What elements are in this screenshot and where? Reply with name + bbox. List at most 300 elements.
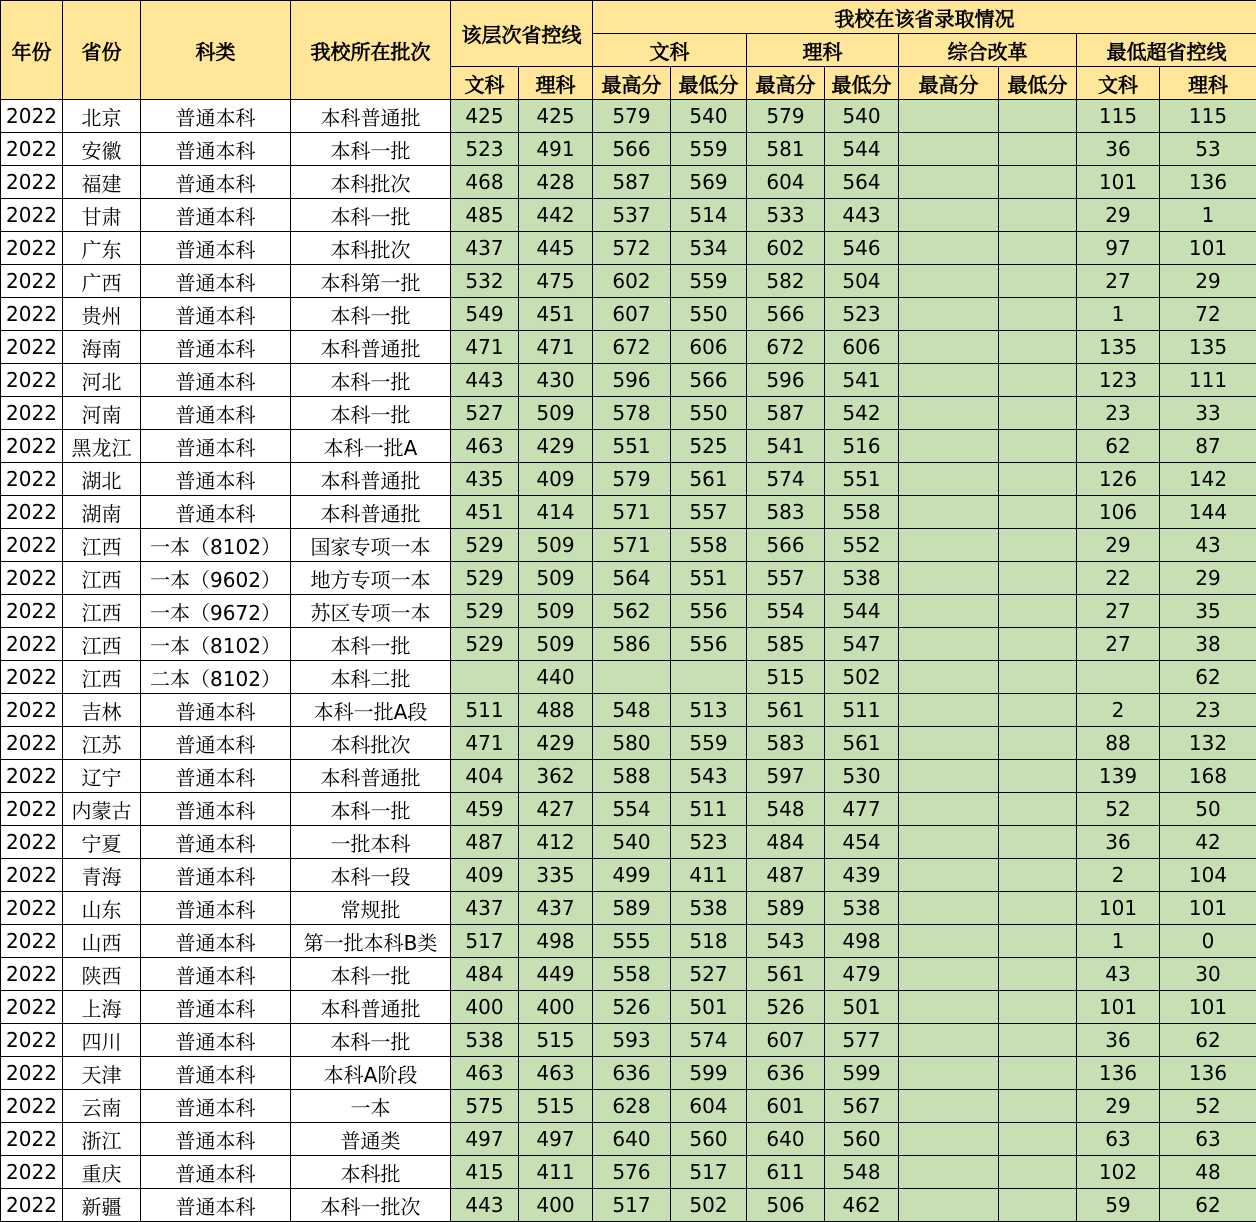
cell-min-over-liberal: 29 bbox=[1077, 1090, 1160, 1123]
cell-liberal-highest: 636 bbox=[593, 1057, 671, 1090]
cell-liberal-lowest: 560 bbox=[671, 1123, 747, 1156]
cell-science-lowest: 567 bbox=[825, 1090, 899, 1123]
cell-science-lowest: 547 bbox=[825, 628, 899, 661]
cell-province: 山东 bbox=[63, 892, 141, 925]
cell-science-highest: 607 bbox=[747, 1024, 825, 1057]
cell-control-science: 509 bbox=[519, 628, 593, 661]
cell-control-liberal: 437 bbox=[451, 892, 519, 925]
cell-min-over-liberal: 1 bbox=[1077, 925, 1160, 958]
cell-control-science: 428 bbox=[519, 166, 593, 199]
cell-reform-lowest bbox=[999, 991, 1077, 1024]
cell-category: 普通本科 bbox=[141, 331, 291, 364]
cell-province: 河北 bbox=[63, 364, 141, 397]
table-row bbox=[1, 1189, 1256, 1222]
cell-control-liberal: 529 bbox=[451, 595, 519, 628]
cell-control-liberal: 485 bbox=[451, 199, 519, 232]
cell-min-over-liberal: 27 bbox=[1077, 265, 1160, 298]
cell-liberal-lowest: 559 bbox=[671, 133, 747, 166]
cell-province: 新疆 bbox=[63, 1189, 141, 1222]
cell-reform-highest bbox=[899, 397, 999, 430]
cell-liberal-lowest: 559 bbox=[671, 265, 747, 298]
cell-min-over-liberal: 102 bbox=[1077, 1156, 1160, 1189]
cell-min-over-science: 62 bbox=[1160, 661, 1256, 694]
cell-min-over-science: 43 bbox=[1160, 529, 1256, 562]
cell-min-over-science: 87 bbox=[1160, 430, 1256, 463]
cell-liberal-lowest: 518 bbox=[671, 925, 747, 958]
cell-batch: 本科批次 bbox=[291, 727, 451, 760]
table-row bbox=[1, 298, 1256, 331]
table-row bbox=[1, 331, 1256, 364]
header-min-over-liberal: 文科 bbox=[1077, 67, 1160, 100]
cell-reform-highest bbox=[899, 133, 999, 166]
cell-reform-lowest bbox=[999, 430, 1077, 463]
table-row bbox=[1, 133, 1256, 166]
cell-science-lowest: 560 bbox=[825, 1123, 899, 1156]
cell-min-over-science: 50 bbox=[1160, 793, 1256, 826]
cell-min-over-liberal bbox=[1077, 661, 1160, 694]
cell-reform-highest bbox=[899, 232, 999, 265]
cell-liberal-lowest: 550 bbox=[671, 298, 747, 331]
cell-province: 吉林 bbox=[63, 694, 141, 727]
cell-reform-highest bbox=[899, 595, 999, 628]
header-year: 年份 bbox=[1, 1, 63, 100]
table-row bbox=[1, 166, 1256, 199]
header-admission: 我校在该省录取情况 bbox=[593, 1, 1256, 34]
cell-reform-highest bbox=[899, 496, 999, 529]
cell-min-over-science: 35 bbox=[1160, 595, 1256, 628]
cell-batch: 一本 bbox=[291, 1090, 451, 1123]
cell-category: 普通本科 bbox=[141, 1057, 291, 1090]
header-min-over-science: 理科 bbox=[1160, 67, 1256, 100]
header-liberal-lowest: 最低分 bbox=[671, 67, 747, 100]
cell-control-science: 509 bbox=[519, 397, 593, 430]
cell-batch: 本科普通批 bbox=[291, 331, 451, 364]
cell-science-highest: 579 bbox=[747, 100, 825, 133]
cell-liberal-lowest: 517 bbox=[671, 1156, 747, 1189]
cell-category: 普通本科 bbox=[141, 727, 291, 760]
cell-liberal-lowest: 523 bbox=[671, 826, 747, 859]
cell-control-science: 475 bbox=[519, 265, 593, 298]
cell-category: 一本（8102） bbox=[141, 628, 291, 661]
cell-liberal-lowest: 556 bbox=[671, 595, 747, 628]
cell-reform-lowest bbox=[999, 628, 1077, 661]
cell-control-science: 451 bbox=[519, 298, 593, 331]
cell-year: 2022 bbox=[1, 166, 63, 199]
cell-liberal-lowest: 511 bbox=[671, 793, 747, 826]
cell-science-lowest: 606 bbox=[825, 331, 899, 364]
cell-control-liberal: 523 bbox=[451, 133, 519, 166]
cell-province: 辽宁 bbox=[63, 760, 141, 793]
cell-min-over-science: 135 bbox=[1160, 331, 1256, 364]
cell-min-over-science: 142 bbox=[1160, 463, 1256, 496]
cell-control-liberal: 468 bbox=[451, 166, 519, 199]
cell-control-liberal: 463 bbox=[451, 430, 519, 463]
header-province: 省份 bbox=[63, 1, 141, 100]
cell-reform-highest bbox=[899, 826, 999, 859]
cell-year: 2022 bbox=[1, 397, 63, 430]
cell-science-highest: 557 bbox=[747, 562, 825, 595]
cell-control-science: 427 bbox=[519, 793, 593, 826]
cell-science-highest: 601 bbox=[747, 1090, 825, 1123]
cell-control-science: 515 bbox=[519, 1090, 593, 1123]
cell-province: 山西 bbox=[63, 925, 141, 958]
cell-min-over-science: 29 bbox=[1160, 265, 1256, 298]
cell-min-over-science: 52 bbox=[1160, 1090, 1256, 1123]
cell-control-liberal: 404 bbox=[451, 760, 519, 793]
cell-liberal-highest: 554 bbox=[593, 793, 671, 826]
cell-liberal-lowest: 411 bbox=[671, 859, 747, 892]
cell-reform-highest bbox=[899, 925, 999, 958]
table-row bbox=[1, 199, 1256, 232]
cell-category: 普通本科 bbox=[141, 100, 291, 133]
table-row bbox=[1, 1123, 1256, 1156]
cell-min-over-science: 111 bbox=[1160, 364, 1256, 397]
cell-science-highest: 672 bbox=[747, 331, 825, 364]
cell-year: 2022 bbox=[1, 331, 63, 364]
cell-min-over-science: 101 bbox=[1160, 892, 1256, 925]
cell-control-science: 400 bbox=[519, 1189, 593, 1222]
cell-reform-highest bbox=[899, 1123, 999, 1156]
cell-liberal-lowest: 569 bbox=[671, 166, 747, 199]
cell-category: 普通本科 bbox=[141, 430, 291, 463]
cell-science-lowest: 544 bbox=[825, 133, 899, 166]
cell-category: 普通本科 bbox=[141, 199, 291, 232]
cell-control-science: 442 bbox=[519, 199, 593, 232]
cell-min-over-science: 63 bbox=[1160, 1123, 1256, 1156]
header-control-liberal: 文科 bbox=[451, 67, 519, 100]
cell-reform-highest bbox=[899, 562, 999, 595]
cell-year: 2022 bbox=[1, 595, 63, 628]
cell-science-highest: 585 bbox=[747, 628, 825, 661]
cell-science-highest: 561 bbox=[747, 958, 825, 991]
cell-batch: 第一批本科B类 bbox=[291, 925, 451, 958]
cell-liberal-highest: 586 bbox=[593, 628, 671, 661]
cell-year: 2022 bbox=[1, 298, 63, 331]
table-row bbox=[1, 859, 1256, 892]
cell-province: 江苏 bbox=[63, 727, 141, 760]
cell-reform-highest bbox=[899, 958, 999, 991]
cell-control-liberal: 575 bbox=[451, 1090, 519, 1123]
cell-min-over-science: 23 bbox=[1160, 694, 1256, 727]
cell-liberal-highest: 571 bbox=[593, 496, 671, 529]
cell-min-over-science: 42 bbox=[1160, 826, 1256, 859]
table-row bbox=[1, 793, 1256, 826]
cell-year: 2022 bbox=[1, 1189, 63, 1222]
table-row bbox=[1, 430, 1256, 463]
table-row bbox=[1, 661, 1256, 694]
cell-reform-lowest bbox=[999, 595, 1077, 628]
cell-batch: 本科普通批 bbox=[291, 496, 451, 529]
cell-science-highest: 589 bbox=[747, 892, 825, 925]
header-category: 科类 bbox=[141, 1, 291, 100]
cell-reform-lowest bbox=[999, 661, 1077, 694]
cell-science-highest: 566 bbox=[747, 298, 825, 331]
cell-liberal-lowest: 599 bbox=[671, 1057, 747, 1090]
cell-control-science: 429 bbox=[519, 727, 593, 760]
cell-control-science: 509 bbox=[519, 529, 593, 562]
cell-control-liberal: 511 bbox=[451, 694, 519, 727]
cell-min-over-liberal: 126 bbox=[1077, 463, 1160, 496]
cell-category: 普通本科 bbox=[141, 232, 291, 265]
cell-province: 青海 bbox=[63, 859, 141, 892]
cell-liberal-highest: 571 bbox=[593, 529, 671, 562]
cell-category: 普通本科 bbox=[141, 397, 291, 430]
cell-category: 一本（9672） bbox=[141, 595, 291, 628]
cell-batch: 本科一批 bbox=[291, 199, 451, 232]
cell-liberal-highest: 564 bbox=[593, 562, 671, 595]
cell-category: 普通本科 bbox=[141, 826, 291, 859]
cell-reform-highest bbox=[899, 298, 999, 331]
header-batch: 我校所在批次 bbox=[291, 1, 451, 100]
cell-min-over-science: 38 bbox=[1160, 628, 1256, 661]
cell-control-liberal: 463 bbox=[451, 1057, 519, 1090]
cell-control-liberal: 484 bbox=[451, 958, 519, 991]
cell-control-liberal: 497 bbox=[451, 1123, 519, 1156]
cell-science-highest: 583 bbox=[747, 727, 825, 760]
cell-reform-highest bbox=[899, 991, 999, 1024]
cell-min-over-science: 62 bbox=[1160, 1189, 1256, 1222]
cell-reform-lowest bbox=[999, 826, 1077, 859]
cell-reform-lowest bbox=[999, 100, 1077, 133]
cell-control-liberal: 532 bbox=[451, 265, 519, 298]
cell-science-lowest: 439 bbox=[825, 859, 899, 892]
cell-control-science: 515 bbox=[519, 1024, 593, 1057]
cell-min-over-science: 101 bbox=[1160, 232, 1256, 265]
cell-reform-lowest bbox=[999, 859, 1077, 892]
cell-year: 2022 bbox=[1, 859, 63, 892]
cell-liberal-lowest: 551 bbox=[671, 562, 747, 595]
cell-year: 2022 bbox=[1, 430, 63, 463]
cell-min-over-science: 72 bbox=[1160, 298, 1256, 331]
cell-reform-highest bbox=[899, 463, 999, 496]
cell-year: 2022 bbox=[1, 958, 63, 991]
cell-reform-lowest bbox=[999, 1123, 1077, 1156]
cell-reform-highest bbox=[899, 265, 999, 298]
cell-liberal-highest: 593 bbox=[593, 1024, 671, 1057]
cell-min-over-liberal: 2 bbox=[1077, 859, 1160, 892]
cell-science-lowest: 454 bbox=[825, 826, 899, 859]
cell-category: 普通本科 bbox=[141, 793, 291, 826]
cell-liberal-highest: 572 bbox=[593, 232, 671, 265]
cell-province: 江西 bbox=[63, 562, 141, 595]
cell-liberal-lowest: 550 bbox=[671, 397, 747, 430]
cell-science-highest: 566 bbox=[747, 529, 825, 562]
cell-batch: 本科二批 bbox=[291, 661, 451, 694]
cell-year: 2022 bbox=[1, 628, 63, 661]
cell-min-over-liberal: 23 bbox=[1077, 397, 1160, 430]
cell-liberal-highest: 580 bbox=[593, 727, 671, 760]
cell-science-lowest: 443 bbox=[825, 199, 899, 232]
cell-year: 2022 bbox=[1, 925, 63, 958]
cell-reform-lowest bbox=[999, 133, 1077, 166]
cell-control-liberal: 538 bbox=[451, 1024, 519, 1057]
cell-reform-lowest bbox=[999, 793, 1077, 826]
cell-control-liberal: 527 bbox=[451, 397, 519, 430]
cell-liberal-highest: 640 bbox=[593, 1123, 671, 1156]
cell-reform-highest bbox=[899, 1189, 999, 1222]
cell-min-over-science: 33 bbox=[1160, 397, 1256, 430]
cell-province: 宁夏 bbox=[63, 826, 141, 859]
cell-control-liberal: 471 bbox=[451, 331, 519, 364]
cell-liberal-highest: 607 bbox=[593, 298, 671, 331]
cell-liberal-lowest: 557 bbox=[671, 496, 747, 529]
cell-year: 2022 bbox=[1, 991, 63, 1024]
cell-science-lowest: 551 bbox=[825, 463, 899, 496]
cell-science-highest: 515 bbox=[747, 661, 825, 694]
cell-province: 江西 bbox=[63, 661, 141, 694]
cell-category: 普通本科 bbox=[141, 760, 291, 793]
table-row bbox=[1, 1156, 1256, 1189]
cell-year: 2022 bbox=[1, 100, 63, 133]
cell-min-over-science: 115 bbox=[1160, 100, 1256, 133]
cell-province: 福建 bbox=[63, 166, 141, 199]
table-row bbox=[1, 562, 1256, 595]
cell-control-liberal: 451 bbox=[451, 496, 519, 529]
table-row bbox=[1, 760, 1256, 793]
cell-category: 普通本科 bbox=[141, 892, 291, 925]
cell-min-over-science: 30 bbox=[1160, 958, 1256, 991]
cell-control-science: 497 bbox=[519, 1123, 593, 1156]
cell-province: 湖南 bbox=[63, 496, 141, 529]
cell-year: 2022 bbox=[1, 694, 63, 727]
cell-min-over-liberal: 63 bbox=[1077, 1123, 1160, 1156]
table-row bbox=[1, 595, 1256, 628]
table-row bbox=[1, 925, 1256, 958]
cell-year: 2022 bbox=[1, 661, 63, 694]
cell-min-over-liberal: 43 bbox=[1077, 958, 1160, 991]
cell-liberal-lowest: 556 bbox=[671, 628, 747, 661]
cell-min-over-liberal: 36 bbox=[1077, 1024, 1160, 1057]
cell-province: 云南 bbox=[63, 1090, 141, 1123]
cell-category: 普通本科 bbox=[141, 463, 291, 496]
cell-liberal-highest: 540 bbox=[593, 826, 671, 859]
cell-reform-highest bbox=[899, 760, 999, 793]
cell-science-lowest: 502 bbox=[825, 661, 899, 694]
cell-liberal-lowest: 534 bbox=[671, 232, 747, 265]
cell-batch: 本科普通批 bbox=[291, 100, 451, 133]
cell-reform-lowest bbox=[999, 232, 1077, 265]
cell-science-lowest: 599 bbox=[825, 1057, 899, 1090]
cell-control-liberal: 549 bbox=[451, 298, 519, 331]
cell-min-over-science: 136 bbox=[1160, 166, 1256, 199]
cell-category: 普通本科 bbox=[141, 958, 291, 991]
cell-control-science: 463 bbox=[519, 1057, 593, 1090]
cell-batch: 本科第一批 bbox=[291, 265, 451, 298]
cell-control-science: 440 bbox=[519, 661, 593, 694]
cell-province: 甘肃 bbox=[63, 199, 141, 232]
cell-science-lowest: 498 bbox=[825, 925, 899, 958]
cell-control-liberal: 517 bbox=[451, 925, 519, 958]
header-admission-science: 理科 bbox=[747, 34, 899, 67]
cell-reform-highest bbox=[899, 166, 999, 199]
cell-liberal-highest: 588 bbox=[593, 760, 671, 793]
cell-control-science: 449 bbox=[519, 958, 593, 991]
cell-liberal-lowest: 527 bbox=[671, 958, 747, 991]
cell-reform-highest bbox=[899, 364, 999, 397]
cell-science-lowest: 561 bbox=[825, 727, 899, 760]
cell-science-highest: 506 bbox=[747, 1189, 825, 1222]
cell-reform-lowest bbox=[999, 958, 1077, 991]
cell-category: 普通本科 bbox=[141, 991, 291, 1024]
cell-science-lowest: 540 bbox=[825, 100, 899, 133]
cell-control-science: 498 bbox=[519, 925, 593, 958]
cell-control-liberal: 529 bbox=[451, 529, 519, 562]
table-row bbox=[1, 1057, 1256, 1090]
cell-control-science: 400 bbox=[519, 991, 593, 1024]
cell-min-over-science: 144 bbox=[1160, 496, 1256, 529]
cell-category: 普通本科 bbox=[141, 496, 291, 529]
cell-liberal-highest: 551 bbox=[593, 430, 671, 463]
header-science-lowest: 最低分 bbox=[825, 67, 899, 100]
cell-batch: 本科一批 bbox=[291, 793, 451, 826]
cell-liberal-highest: 672 bbox=[593, 331, 671, 364]
cell-science-lowest: 523 bbox=[825, 298, 899, 331]
cell-control-liberal: 487 bbox=[451, 826, 519, 859]
cell-reform-highest bbox=[899, 199, 999, 232]
cell-year: 2022 bbox=[1, 793, 63, 826]
cell-min-over-science: 62 bbox=[1160, 1024, 1256, 1057]
cell-science-highest: 581 bbox=[747, 133, 825, 166]
cell-batch: 地方专项一本 bbox=[291, 562, 451, 595]
cell-min-over-liberal: 27 bbox=[1077, 595, 1160, 628]
cell-category: 普通本科 bbox=[141, 859, 291, 892]
table-row bbox=[1, 265, 1256, 298]
cell-liberal-highest: 576 bbox=[593, 1156, 671, 1189]
cell-science-highest: 487 bbox=[747, 859, 825, 892]
cell-science-lowest: 538 bbox=[825, 562, 899, 595]
cell-science-highest: 533 bbox=[747, 199, 825, 232]
cell-batch: 苏区专项一本 bbox=[291, 595, 451, 628]
cell-province: 广东 bbox=[63, 232, 141, 265]
cell-science-highest: 526 bbox=[747, 991, 825, 1024]
cell-control-liberal: 400 bbox=[451, 991, 519, 1024]
cell-liberal-highest: 548 bbox=[593, 694, 671, 727]
cell-batch: 普通类 bbox=[291, 1123, 451, 1156]
cell-reform-lowest bbox=[999, 463, 1077, 496]
cell-science-lowest: 544 bbox=[825, 595, 899, 628]
cell-category: 普通本科 bbox=[141, 1024, 291, 1057]
table-row bbox=[1, 958, 1256, 991]
cell-science-highest: 574 bbox=[747, 463, 825, 496]
cell-control-liberal: 443 bbox=[451, 364, 519, 397]
table-row bbox=[1, 991, 1256, 1024]
cell-reform-lowest bbox=[999, 694, 1077, 727]
cell-liberal-highest: 579 bbox=[593, 100, 671, 133]
cell-control-liberal: 529 bbox=[451, 562, 519, 595]
cell-science-lowest: 541 bbox=[825, 364, 899, 397]
cell-year: 2022 bbox=[1, 364, 63, 397]
cell-reform-lowest bbox=[999, 364, 1077, 397]
header-admission-reform: 综合改革 bbox=[899, 34, 1077, 67]
cell-reform-lowest bbox=[999, 529, 1077, 562]
cell-batch: 本科一批 bbox=[291, 298, 451, 331]
cell-control-science: 491 bbox=[519, 133, 593, 166]
cell-min-over-liberal: 135 bbox=[1077, 331, 1160, 364]
cell-batch: 本科一批 bbox=[291, 133, 451, 166]
cell-liberal-highest bbox=[593, 661, 671, 694]
table-row bbox=[1, 1090, 1256, 1123]
table-row bbox=[1, 694, 1256, 727]
cell-batch: 国家专项一本 bbox=[291, 529, 451, 562]
table-row bbox=[1, 496, 1256, 529]
table-body bbox=[1, 100, 1256, 1222]
cell-province: 陕西 bbox=[63, 958, 141, 991]
cell-province: 上海 bbox=[63, 991, 141, 1024]
cell-reform-highest bbox=[899, 1024, 999, 1057]
cell-batch: 本科一批 bbox=[291, 1024, 451, 1057]
cell-category: 普通本科 bbox=[141, 265, 291, 298]
cell-science-lowest: 530 bbox=[825, 760, 899, 793]
